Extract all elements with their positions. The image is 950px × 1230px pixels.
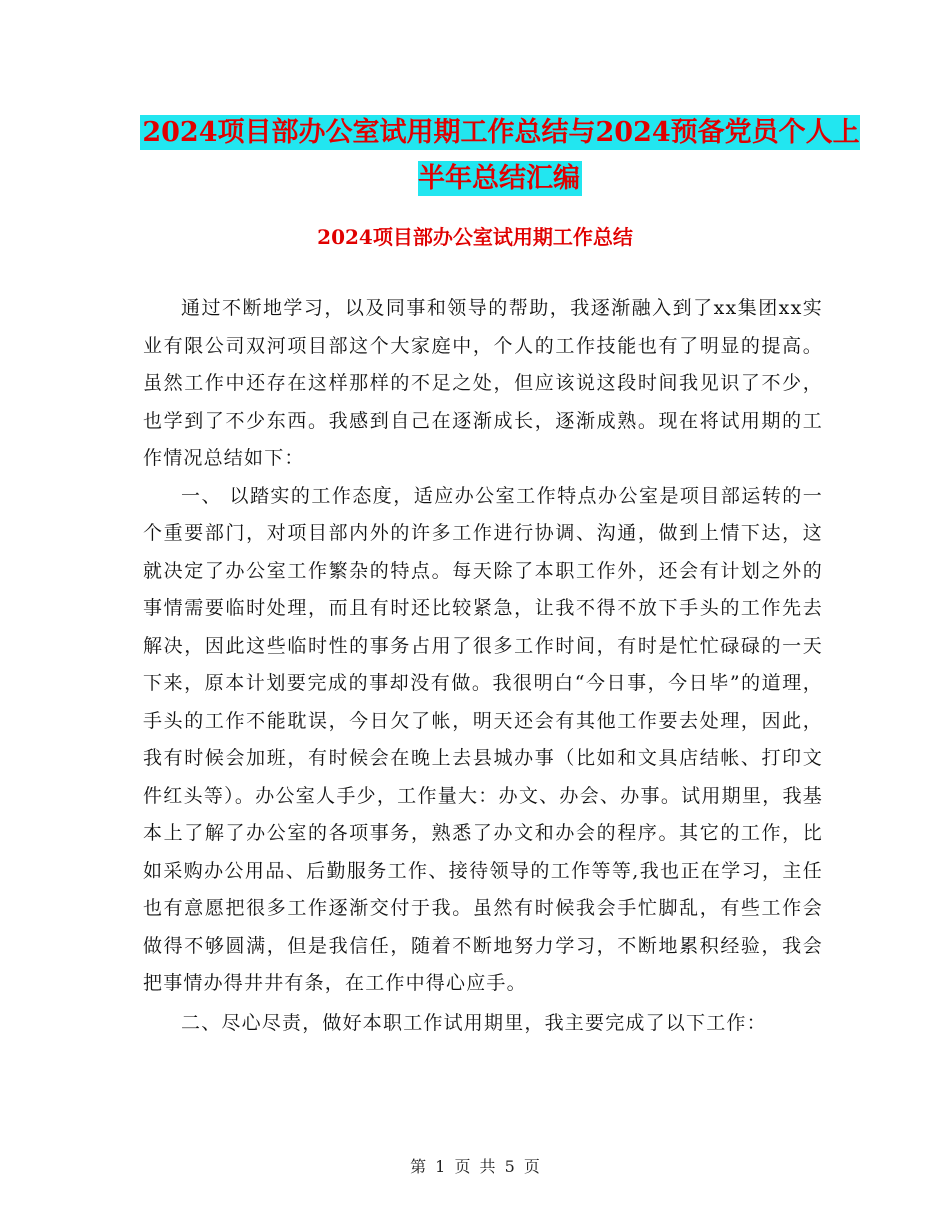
document-body xyxy=(143,290,823,1042)
document-title xyxy=(140,110,860,202)
section-title: 2024项目部办公室试用期工作总结 xyxy=(317,225,633,249)
page-footer: 第 1 页 共 5 页 xyxy=(410,1157,540,1176)
document-title-text: 2024项目部办公室试用期工作总结与2024预备党员个人上半年总结汇编 xyxy=(142,117,860,194)
paragraph-section-one: 一、 以踏实的工作态度，适应办公室工作特点办公室是项目部运转的一个重要部门，对项目部内外的许多工作进行协调、沟通，做到上情下达，这就决定了办公室工作繁杂的特点。每天除了本职工作外，还会有计划之外的事情需要临时处理，而且有时还比较紧急，让我不得不放下手头的工作先去解决，因此这些临时性的事务占用了很多工作时间，有时是忙忙碌碌的一天下来，原本计划要完成的事却没有做。我很明白“今日事，今日毕”的道理，手头的工作不能耽误，今日欠了帐，明天还会有其他工作要去处理，因此，我有时候会加班，有时候会在晚上去县城办事（比如和文具店结帐、打印文件红头等）。办公室人手少，工作量大：办文、办会、办事。试用期里，我基本上了解了办公室的各项事务，熟悉了办文和办会的程序。其它的工作，比如采购办公用品、后勤服务工作、接待领导的工作等等,我也正在学习，主任也有意愿把很多工作逐渐交付于我。虽然有时候我会手忙脚乱，有些工作会做得不够圆满，但是我信任，随着不断地努力学习，不断地累积经验，我会把事情办得井井有条，在工作中得心应手。 xyxy=(143,484,823,994)
paragraph-intro: 通过不断地学习，以及同事和领导的帮助，我逐渐融入到了xx集团xx实业有限公司双河项目部这个大家庭中，个人的工作技能也有了明显的提高。虽然工作中还存在这样那样的不足之处，但应该说这段时间我见识了不少，也学到了不少东西。我感到自己在逐渐成长，逐渐成熟。现在将试用期的工作情况总结如下： xyxy=(143,297,823,469)
paragraph-section-two: 二、尽心尽责，做好本职工作试用期里，我主要完成了以下工作： xyxy=(181,1011,767,1034)
